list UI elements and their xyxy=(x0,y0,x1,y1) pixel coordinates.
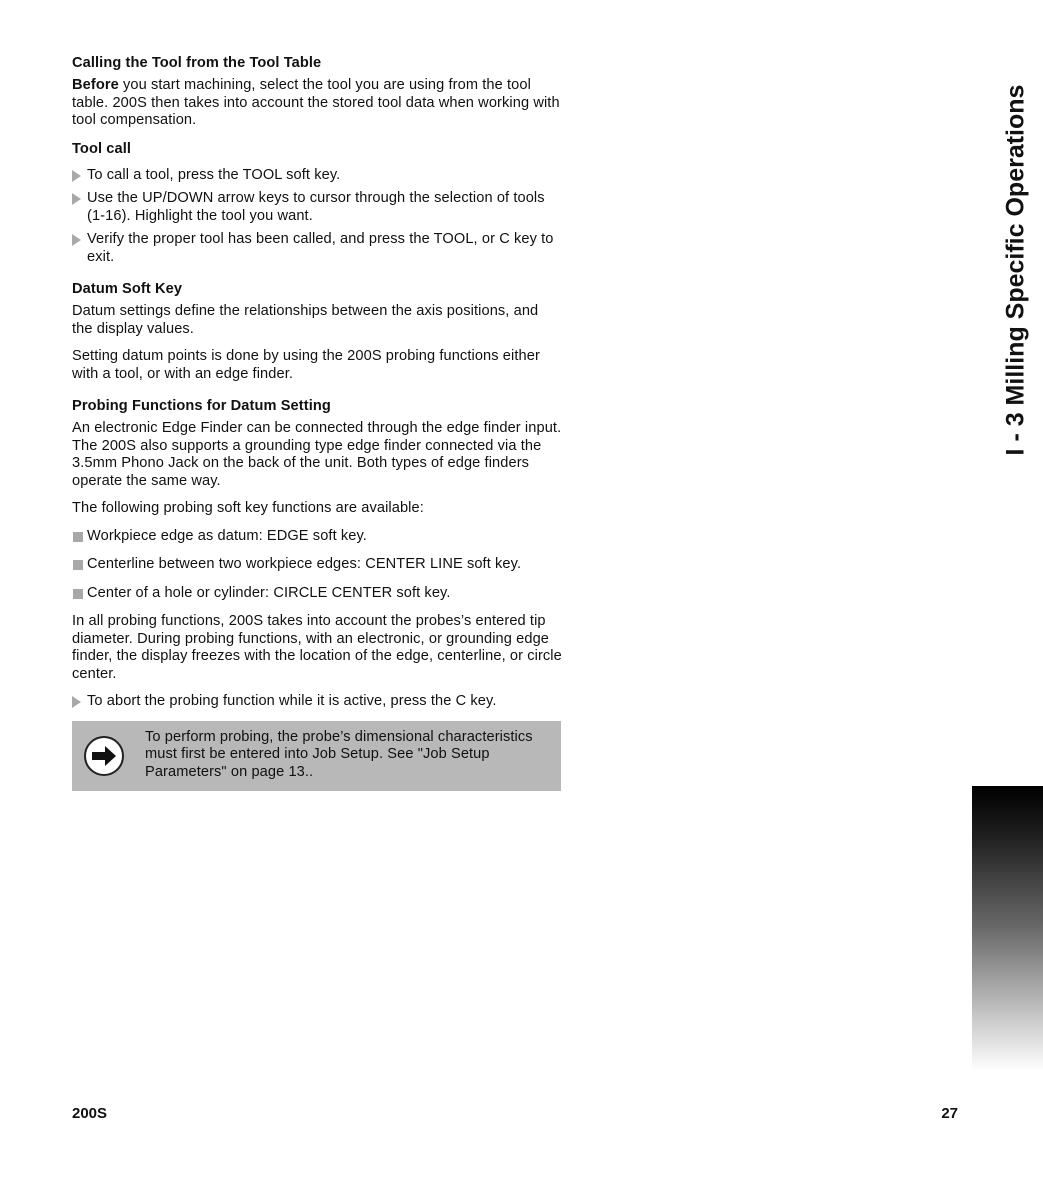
bullet-text: Centerline between two workpiece edges: CENTER LINE soft key. xyxy=(87,556,522,572)
paragraph-datum-2: Setting datum points is done by using the 200S probing functions either with a tool, or with an edge finder. xyxy=(72,348,540,382)
step-text: To call a tool, press the TOOL soft key. xyxy=(87,166,341,183)
note-text: To perform probing, the probe’s dimensional characteristics must first be entered into Job Setup. See "Job Setup Parameters" on page 13.. xyxy=(145,728,533,780)
note-box xyxy=(72,721,561,791)
arrow-right-icon xyxy=(84,736,124,776)
step-text: Use the UP/DOWN arrow keys to cursor through the selection of tools (1-16). Highlight the tool you want. xyxy=(87,190,545,224)
triangle-bullet-icon xyxy=(72,234,81,246)
section-datum-soft-key xyxy=(72,280,562,383)
triangle-bullet-icon xyxy=(72,193,81,205)
chapter-side-title: I - 3 Milling Specific Operations xyxy=(1001,84,1030,456)
step-text: To abort the probing function while it is active, press the C key. xyxy=(87,693,497,709)
paragraph-probing-2: The following probing soft key functions are available: xyxy=(72,500,424,516)
square-bullet-icon xyxy=(73,532,83,542)
bullet-text: Center of a hole or cylinder: CIRCLE CENTER soft key. xyxy=(87,584,451,601)
square-bullet-icon xyxy=(73,560,83,570)
paragraph-probing-1: An electronic Edge Finder can be connected through the edge finder input. The 200S also supports a grounding type edge finder connected via the 3.5mm Phono Jack on the back of the unit. Both types of edge finders operate the same way. xyxy=(72,420,562,489)
section-probing-functions xyxy=(72,397,562,711)
bullet-item xyxy=(72,585,562,603)
triangle-bullet-icon xyxy=(72,696,81,708)
main-column xyxy=(72,54,562,791)
triangle-bullet-icon xyxy=(72,170,81,182)
heading-tool-call: Tool call xyxy=(72,140,132,157)
step-item xyxy=(72,231,562,266)
section-calling-tool xyxy=(72,54,562,130)
step-item xyxy=(72,190,562,225)
section-tool-call xyxy=(72,140,562,267)
bullet-item xyxy=(72,556,562,574)
paragraph-probing-3: In all probing functions, 200S takes into account the probes’s entered tip diameter. During probing functions, with an electronic, or grounding edge finder, the display freezes with the location of the edge, centerline, or circle center. xyxy=(72,613,562,682)
bold-before: Before xyxy=(72,77,119,93)
paragraph-datum-1: Datum settings define the relationships between the axis positions, and the display values. xyxy=(72,303,539,337)
footer-product: 200S xyxy=(72,1105,108,1122)
chapter-tab-marker xyxy=(972,786,1043,1071)
paragraph-before xyxy=(72,77,562,130)
heading-datum-soft-key: Datum Soft Key xyxy=(72,281,183,297)
bullet-item xyxy=(72,528,562,546)
step-item-abort xyxy=(72,693,562,711)
heading-probing-functions: Probing Functions for Datum Setting xyxy=(72,398,331,414)
step-text: Verify the proper tool has been called, and press the TOOL, or C key to exit. xyxy=(87,231,554,265)
heading-calling-tool: Calling the Tool from the Tool Table xyxy=(72,55,322,71)
step-item xyxy=(72,167,562,185)
footer-page-number: 27 xyxy=(941,1105,958,1122)
paragraph-before-rest: you start machining, select the tool you are using from the tool table. 200S then takes into account the stored tool data when working with tool compensation. xyxy=(72,77,560,128)
bullet-text: Workpiece edge as datum: EDGE soft key. xyxy=(87,527,367,544)
square-bullet-icon xyxy=(73,589,83,599)
